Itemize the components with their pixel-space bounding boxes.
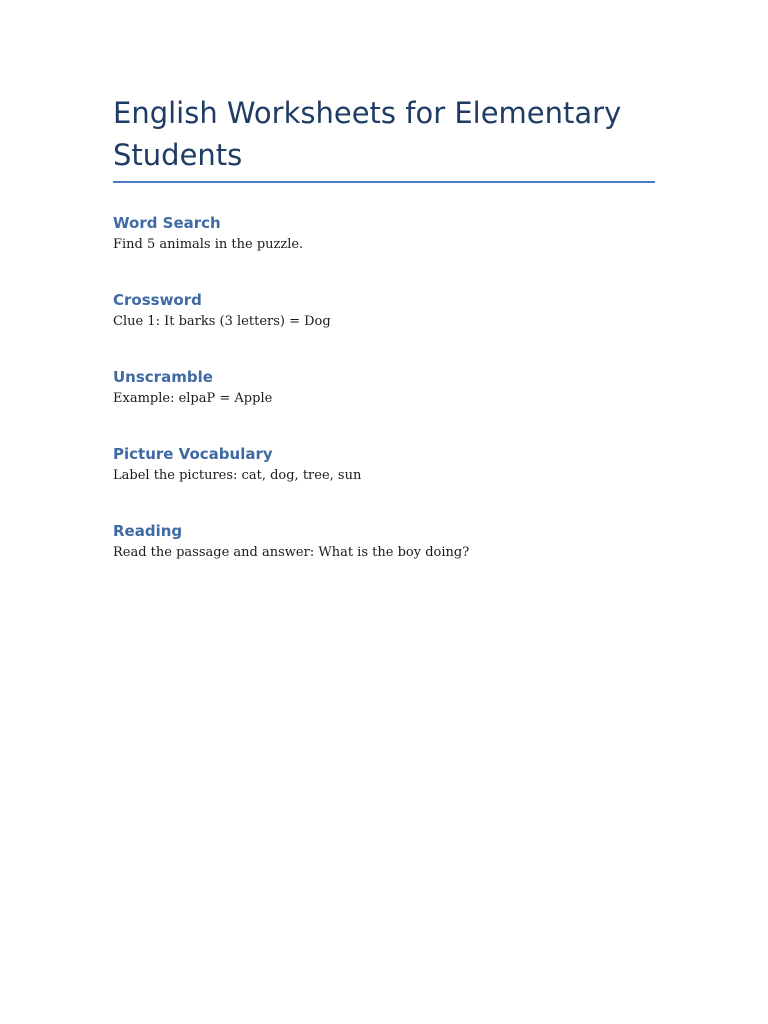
section-body-reading: Read the passage and answer: What is the boy doing? [113,545,470,560]
section-heading-unscramble: Unscramble [113,368,213,386]
section-body-picture-vocabulary: Label the pictures: cat, dog, tree, sun [113,468,362,483]
document-content [113,92,655,562]
section-body-crossword: Clue 1: It barks (3 letters) = Dog [113,314,331,329]
section-reading [113,521,655,562]
section-body-unscramble: Example: elpaP = Apple [113,391,273,406]
section-heading-picture-vocabulary: Picture Vocabulary [113,445,273,463]
section-heading-word-search: Word Search [113,214,221,232]
section-word-search [113,213,655,254]
section-heading-crossword: Crossword [113,291,202,309]
document-title: English Worksheets for Elementary Students [113,92,655,183]
section-crossword [113,290,655,331]
section-unscramble [113,367,655,408]
section-heading-reading: Reading [113,522,183,540]
section-body-word-search: Find 5 animals in the puzzle. [113,237,304,252]
section-picture-vocabulary [113,444,655,485]
